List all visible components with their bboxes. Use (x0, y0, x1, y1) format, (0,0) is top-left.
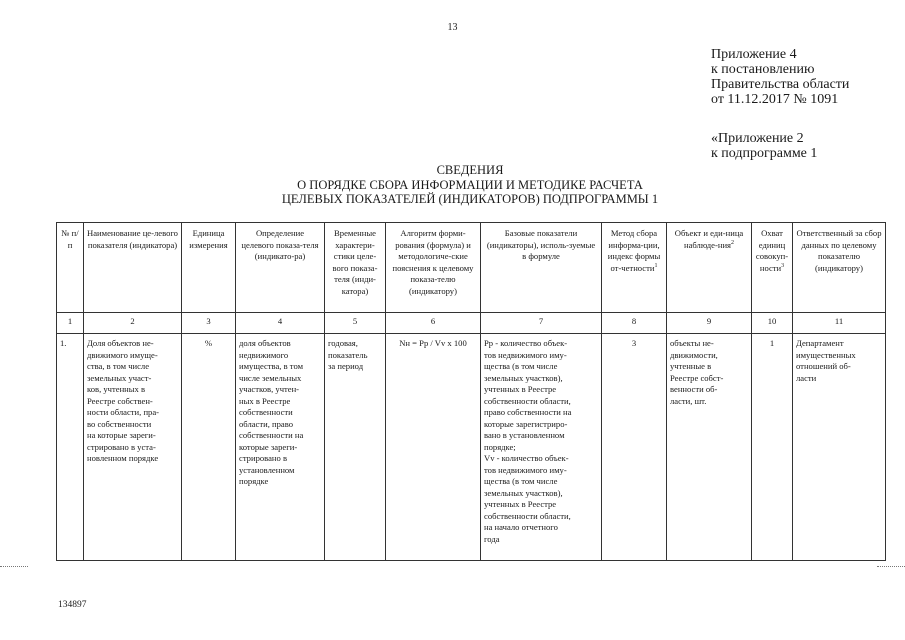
appendix-line: к постановлению (711, 62, 815, 77)
page-number: 13 (447, 22, 458, 33)
header-cell (667, 223, 752, 313)
header-cell (752, 223, 793, 313)
cell-unit: % (182, 334, 236, 561)
title-line: О ПОРЯДКЕ СБОРА ИНФОРМАЦИИ И МЕТОДИКЕ РАСЧЕТА (297, 177, 643, 192)
cell-definition: доля объектов недвижимого имущества, в том числе земельных участков, учтен- ных в Реестре собственности области, право собственности на которые зареги- стрировано в установленном порядке (236, 334, 325, 561)
header-text: Метод сбора информа-ции, индекс формы от-четности (607, 228, 661, 273)
title-line: ЦЕЛЕВЫХ ПОКАЗАТЕЛЕЙ (ИНДИКАТОРОВ) ПОДПРОГРАММЫ 1 (281, 192, 659, 206)
header-text: Охват единиц совокуп-ности (755, 228, 789, 273)
document-title (280, 163, 660, 207)
header-cell: Базовые показатели (индикаторы), исполь-зуемые в формуле (481, 223, 602, 313)
column-number: 8 (602, 313, 667, 334)
appendix2-line: к подпрограмме 1 (711, 146, 818, 161)
footnote-mark: 2 (731, 239, 735, 246)
header-cell: № п/п (57, 223, 84, 313)
cell-collection-method: 3 (602, 334, 667, 561)
scan-edge-mark-right (877, 566, 905, 568)
header-cell: Временные характери-стики целе-вого показа-теля (инди-катора) (325, 223, 386, 313)
appendix-block (711, 47, 849, 107)
scan-edge-mark-left (0, 566, 28, 568)
header-cell: Ответственный за сбор данных по целевому показателю (индикатору) (793, 223, 886, 313)
footnote-mark: 3 (781, 262, 785, 269)
indicators-table (56, 222, 886, 561)
header-cell: Определение целевого показа-теля (индикато-ра) (236, 223, 325, 313)
column-number: 7 (481, 313, 602, 334)
appendix-line: Приложение 4 (711, 47, 797, 62)
cell-responsible: Департамент имущественных отношений об- ласти (793, 334, 886, 561)
header-text: Объект и еди-ница наблюде-ния (674, 228, 744, 250)
column-number: 3 (182, 313, 236, 334)
column-number: 11 (793, 313, 886, 334)
table-header-row (57, 223, 886, 313)
cell-base-indicators: Pp - количество объек- тов недвижимого иму- щества (в том числе земельных участков), учтенных в Реестре собственности области, право собственности на которые зарегистриро- вано в установленном порядке; Vv - количество объек- тов недвижимого иму- щества (в том числе земельных участков), учтенных в Реестре собственности области, на начало отчетного года (481, 334, 602, 561)
column-number: 9 (667, 313, 752, 334)
cell-time-characteristics: годовая, показатель за период (325, 334, 386, 561)
column-number: 6 (386, 313, 481, 334)
column-number-row (57, 313, 886, 334)
footnote-mark: 1 (654, 262, 658, 269)
column-number: 1 (57, 313, 84, 334)
column-number: 5 (325, 313, 386, 334)
header-cell: Алгоритм форми-рования (формула) и методологиче-ские пояснения к целевому показа-телю (индикатору) (386, 223, 481, 313)
column-number: 4 (236, 313, 325, 334)
cell-formula: Nн = Pp / Vv x 100 (386, 334, 481, 561)
table-row (57, 334, 886, 561)
cell-indicator-name: Доля объектов не- движимого имуще- ства, в том числе земельных участ- ков, учтенных в Реестре собствен- ности области, пра- во собственности на которые зареги- стрировано в уста- новленном порядке (84, 334, 182, 561)
header-cell: Наименование це-левого показателя (индикатора) (84, 223, 182, 313)
document-code: 134897 (58, 600, 87, 610)
appendix2-line: «Приложение 2 (711, 131, 804, 146)
appendix-line: Правительства области (711, 77, 850, 92)
title-line: СВЕДЕНИЯ (436, 163, 504, 177)
header-cell (602, 223, 667, 313)
cell-number: 1. (57, 334, 84, 561)
appendix-line: от 11.12.2017 № 1091 (711, 92, 839, 107)
header-cell: Единица измерения (182, 223, 236, 313)
column-number: 2 (84, 313, 182, 334)
column-number: 10 (752, 313, 793, 334)
cell-observation-object: объекты не- движимости, учтенные в Реестре собст- венности об- ласти, шт. (667, 334, 752, 561)
cell-coverage: 1 (752, 334, 793, 561)
appendix2-block (711, 131, 817, 161)
